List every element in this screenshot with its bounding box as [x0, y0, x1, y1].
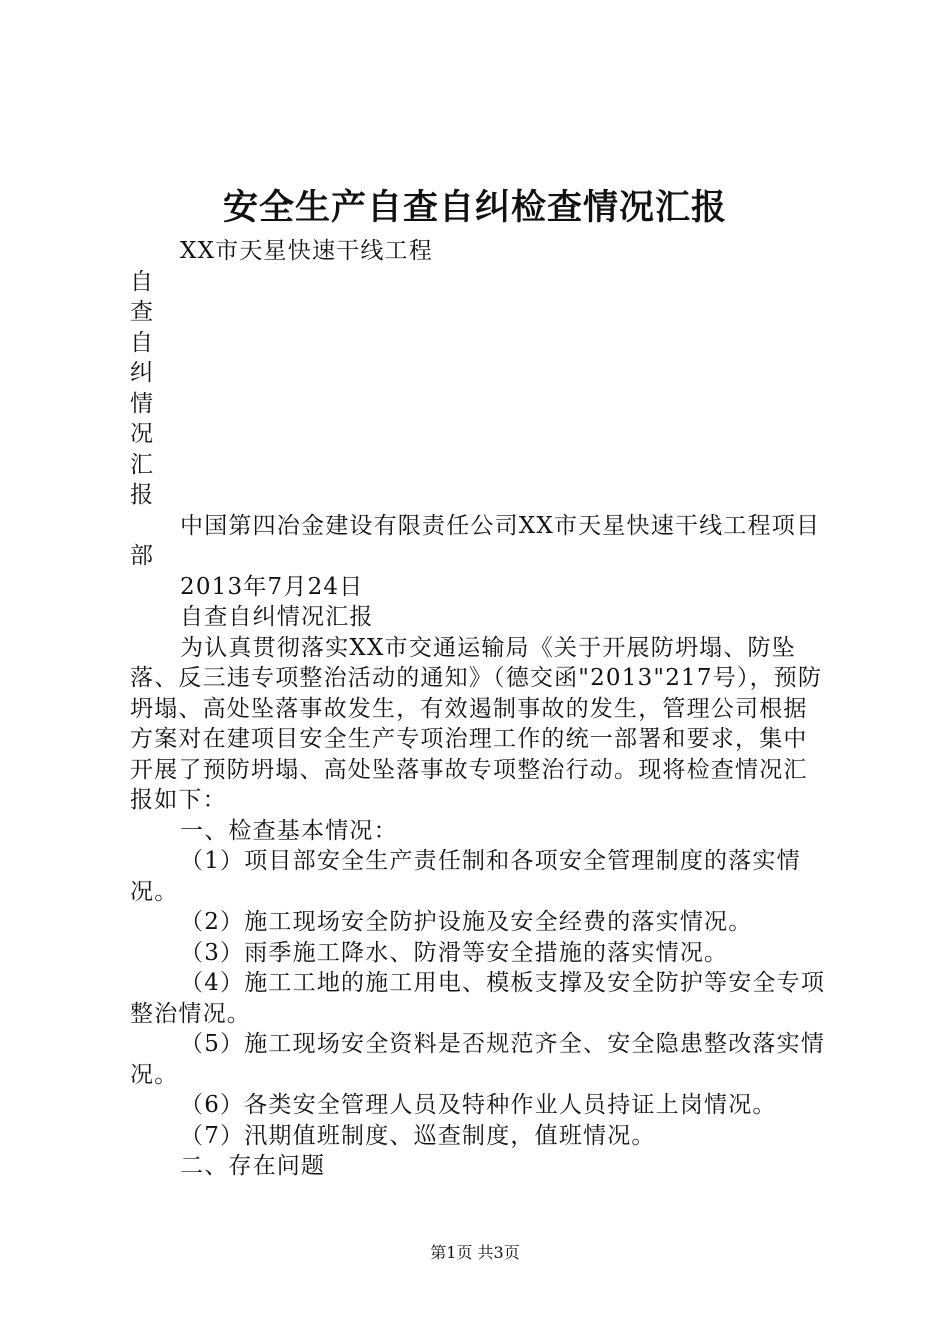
list-item: （3）雨季施工降水、防滑等安全措施的落实情况。	[180, 939, 729, 966]
list-item: （4）施工工地的施工用电、模板支撑及安全防护等安全专项整治情况。	[130, 970, 826, 1027]
list-item: （7）汛期值班制度、巡查制度，值班情况。	[180, 1122, 656, 1149]
list-item: （5）施工现场安全资料是否规范齐全、安全隐患整改落实情况。	[130, 1031, 826, 1088]
section-heading: 二、存在问题	[180, 1153, 326, 1179]
list-item: （6）各类安全管理人员及特种作业人员持证上岗情况。	[180, 1092, 777, 1118]
intro-paragraph: 为认真贯彻落实XX市交通运输局《关于开展防坍塌、防坠落、反三违专项整治活动的通知》（德交函"2013"217号），预防坍塌、高处坠落事故发生，有效遏制事故的发生，管理公司根据方案对在建项目安全生产专项治理工作的统一部署和要求，集中开展了预防坍塌、高处坠落事故专项整治行动。现将检查情况汇报如下：	[130, 634, 823, 813]
report-date: 2013年7月24日	[180, 573, 364, 600]
vertical-char: 自	[130, 268, 155, 295]
page-footer: 第1页 共3页	[430, 1243, 520, 1262]
vertical-char: 纠	[130, 360, 155, 386]
document-body	[130, 236, 830, 1182]
vertical-char: 报	[130, 482, 155, 508]
list-item: （2）施工现场安全防护设施及安全经费的落实情况。	[180, 909, 753, 935]
project-name: XX市天星快速干线工程	[180, 238, 433, 264]
vertical-char: 况	[130, 421, 155, 447]
report-subtitle: 自查自纠情况汇报	[180, 604, 374, 630]
vertical-char: 自	[130, 329, 155, 356]
document-title: 安全生产自查自纠检查情况汇报	[222, 187, 727, 228]
vertical-char: 查	[130, 299, 155, 325]
section-heading: 一、检查基本情况：	[180, 817, 398, 844]
vertical-char: 汇	[130, 451, 155, 478]
list-item: （1）项目部安全生产责任制和各项安全管理制度的落实情况。	[130, 848, 801, 905]
vertical-char: 情	[130, 390, 155, 417]
company-name: 中国第四冶金建设有限责任公司XX市天星快速干线工程项目部	[130, 512, 821, 569]
